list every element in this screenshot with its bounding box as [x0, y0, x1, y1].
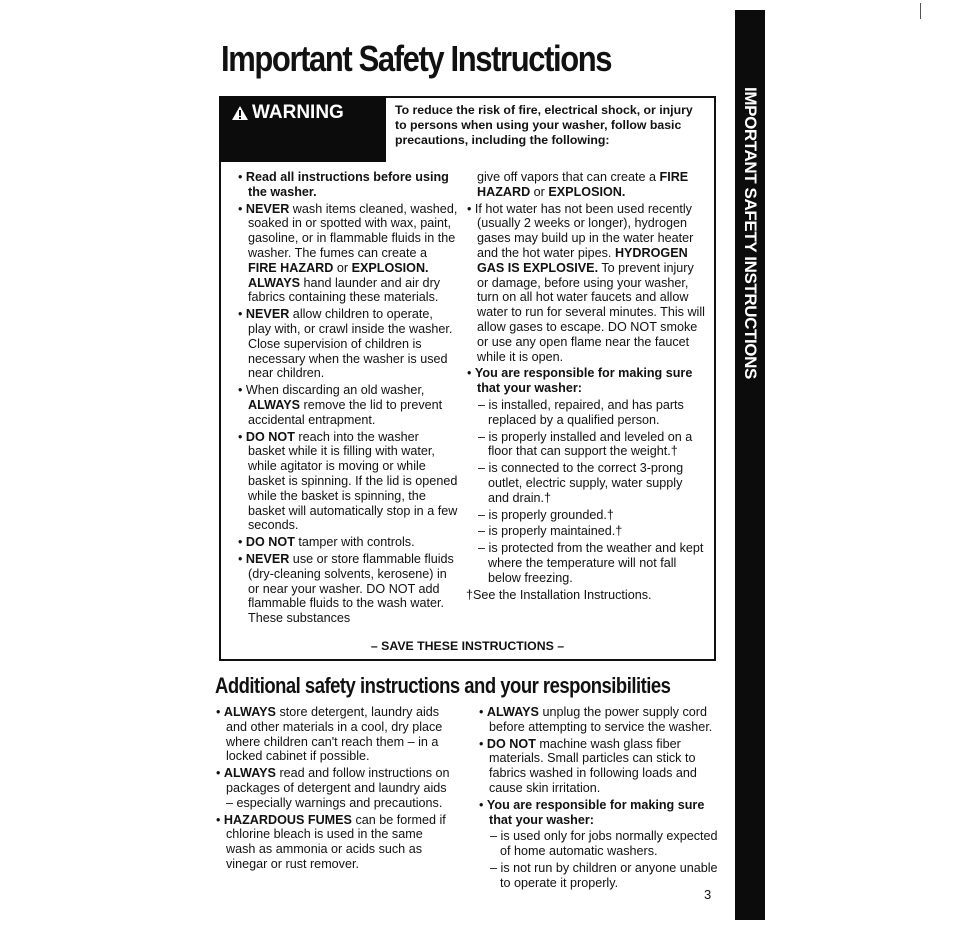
- warning-left-column: [237, 170, 459, 628]
- list-item: • If hot water has not been used recently (usually 2 weeks or longer), hydrogen gases may build up in the water heater and the hot water pipes. HYDROGEN GAS IS EXPLOSIVE. To prevent injury or damage, before using your washer, turn on all hot water faucets and allow water to run for several minutes. This will allow gases to escape. DO NOT smoke or use any open flame near the faucet while it is open.: [467, 201, 705, 364]
- dash-item: – is not run by children or anyone unable to operate it properly.: [490, 860, 718, 890]
- page-title: Important Safety Instructions: [221, 38, 612, 79]
- section-title: Additional safety instructions and your responsibilities: [215, 673, 671, 698]
- list-item: • You are responsible for making sure that your washer:: [479, 797, 705, 827]
- list-item: • NEVER use or store flammable fluids (dry-cleaning solvents, kerosene) in or near your washer. DO NOT add flammable fluids to the wash water. These substances: [238, 551, 454, 626]
- side-tab-label: IMPORTANT SAFETY INSTRUCTIONS: [741, 87, 760, 379]
- list-item: • You are responsible for making sure that your washer:: [467, 366, 693, 396]
- margin-mark: [920, 3, 921, 19]
- list-item: • NEVER wash items cleaned, washed, soaked in or spotted with wax, paint, gasoline, or in flammable fluids in the washer. The fumes can create a FIRE HAZARD or EXPLOSION. ALWAYS hand launder and air dry fabrics containing these materials.: [238, 201, 458, 305]
- responsibility-list: [478, 829, 718, 890]
- responsibility-list: [466, 398, 706, 586]
- page-number: 3: [704, 887, 712, 902]
- dash-item: – is properly grounded.†: [478, 507, 614, 522]
- list-item: • Read all instructions before using the washer.: [238, 170, 449, 199]
- dash-item: – is properly installed and leveled on a floor that can support the weight.†: [478, 429, 693, 459]
- additional-right-column: [478, 705, 718, 893]
- footnote: †See the Installation Instructions.: [466, 587, 652, 602]
- dash-item: – is connected to the correct 3-prong outlet, electric supply, water supply and drain.†: [478, 461, 684, 505]
- list-item: • ALWAYS read and follow instructions on packages of detergent and laundry aids – especially warnings and precautions.: [216, 766, 450, 810]
- additional-left-column: [215, 705, 455, 874]
- list-item: • DO NOT reach into the washer basket while it is filling with water, while agitator is moving or while basket is spinning. If the lid is opened while the basket is spinning, the basket will automatically stop in a few seconds.: [238, 429, 458, 533]
- warning-triangle-icon: [231, 105, 249, 121]
- warning-right-column: [466, 170, 706, 604]
- dash-item: – is used only for jobs normally expected of home automatic washers.: [490, 829, 718, 859]
- list-item: • When discarding an old washer, ALWAYS remove the lid to prevent accidental entrapment.: [238, 383, 443, 427]
- list-item: • HAZARDOUS FUMES can be formed if chlorine bleach is used in the same wash as ammonia or acids such as vinegar or rust remover.: [216, 812, 446, 871]
- list-item: • DO NOT machine wash glass fiber materials. Small particles can stick to fabrics washed in following loads and cause skin irritation.: [479, 736, 697, 795]
- dash-item: – is installed, repaired, and has parts replaced by a qualified person.: [478, 397, 684, 427]
- list-item: • NEVER allow children to operate, play with, or crawl inside the washer. Close supervision of children is necessary when the washer is used near children.: [238, 307, 453, 381]
- dash-item: – is protected from the weather and kept where the temperature will not fall below freezing.: [478, 541, 704, 585]
- list-item: • DO NOT tamper with controls.: [238, 535, 415, 550]
- continuation-text: give off vapors that can create a FIRE HAZARD or EXPLOSION.: [477, 170, 689, 199]
- warning-intro: To reduce the risk of fire, electrical shock, or injury to persons when using your washer, follow basic precautions, including the following:: [395, 103, 693, 147]
- save-instructions: – SAVE THESE INSTRUCTIONS –: [370, 639, 565, 653]
- list-item: • ALWAYS store detergent, laundry aids and other materials in a cool, dry place where children can't reach them – in a locked cabinet if possible.: [216, 705, 443, 764]
- list-item: • ALWAYS unplug the power supply cord before attempting to service the washer.: [479, 705, 713, 734]
- warning-label: WARNING: [231, 102, 344, 124]
- dash-item: – is properly maintained.†: [478, 524, 623, 539]
